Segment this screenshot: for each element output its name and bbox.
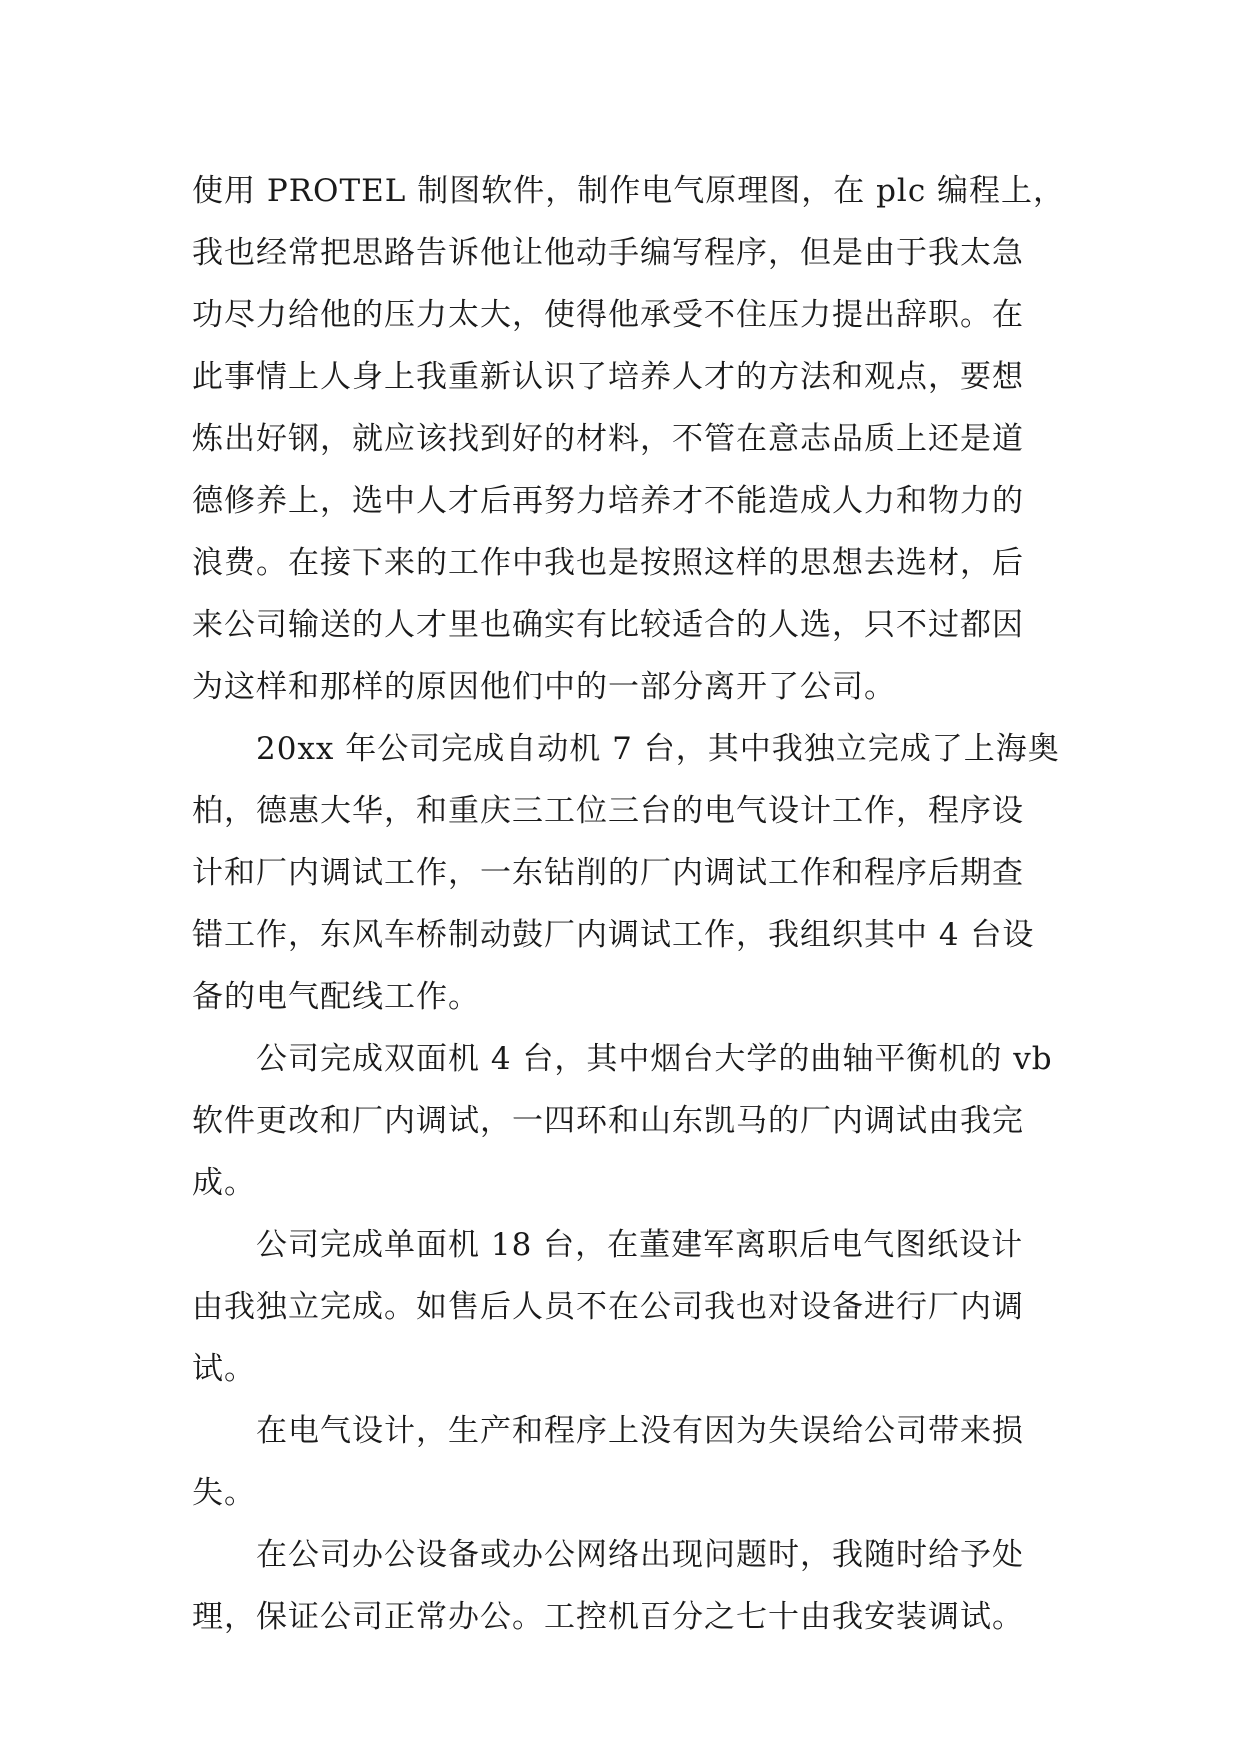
text-line: 试。: [192, 1351, 256, 1387]
text-line: 理，保证公司正常办公。工控机百分之七十由我安装调试。: [192, 1599, 1024, 1635]
text-line: 成。: [192, 1165, 256, 1201]
text-line: 德修养上，选中人才后再努力培养才不能造成人力和物力的: [192, 483, 1024, 519]
paragraph-first-line: 在电气设计，生产和程序上没有因为失误给公司带来损: [256, 1413, 1024, 1449]
paragraph-first-line: 公司完成单面机 18 台，在董建军离职后电气图纸设计: [256, 1227, 1024, 1263]
paragraph-first-line: 公司完成双面机 4 台，其中烟台大学的曲轴平衡机的 vb: [256, 1041, 1053, 1077]
text-line: 备的电气配线工作。: [192, 979, 480, 1015]
text-line: 功尽力给他的压力太大，使得他承受不住压力提出辞职。在: [192, 297, 1024, 333]
text-line: 我也经常把思路告诉他让他动手编写程序，但是由于我太急: [192, 235, 1024, 271]
text-line: 失。: [192, 1475, 256, 1511]
document-body: [192, 160, 1072, 1648]
text-line: 软件更改和厂内调试，一四环和山东凯马的厂内调试由我完: [192, 1103, 1024, 1139]
text-line: 此事情上人身上我重新认识了培养人才的方法和观点，要想: [192, 359, 1024, 395]
text-line: 柏，德惠大华，和重庆三工位三台的电气设计工作，程序设: [192, 793, 1024, 829]
text-line: 由我独立完成。如售后人员不在公司我也对设备进行厂内调: [192, 1289, 1024, 1325]
text-line: 计和厂内调试工作，一东钻削的厂内调试工作和程序后期查: [192, 855, 1024, 891]
paragraph-first-line: 在公司办公设备或办公网络出现问题时，我随时给予处: [256, 1537, 1024, 1573]
paragraph-first-line: 20xx 年公司完成自动机 7 台，其中我独立完成了上海奥: [256, 731, 1060, 767]
text-line: 炼出好钢，就应该找到好的材料，不管在意志品质上还是道: [192, 421, 1024, 457]
text-line: 使用 PROTEL 制图软件，制作电气原理图，在 plc 编程上，: [192, 173, 1066, 209]
text-line: 浪费。在接下来的工作中我也是按照这样的思想去选材，后: [192, 545, 1024, 581]
text-line: 为这样和那样的原因他们中的一部分离开了公司。: [192, 669, 896, 705]
text-line: 错工作，东风车桥制动鼓厂内调试工作，我组织其中 4 台设: [192, 917, 1035, 953]
text-line: 来公司输送的人才里也确实有比较适合的人选，只不过都因: [192, 607, 1024, 643]
